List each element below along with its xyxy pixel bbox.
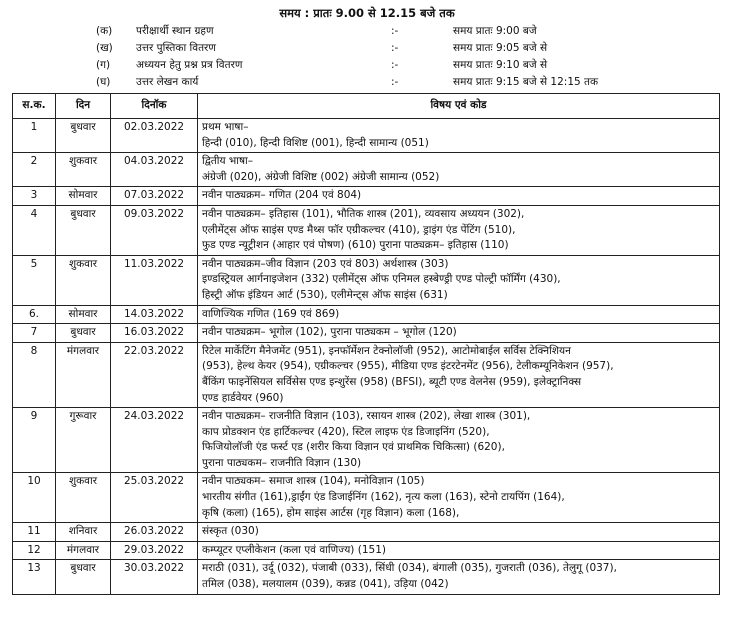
table-header-row <box>13 94 720 119</box>
row-subjects <box>198 153 720 187</box>
row-day: बुधवार <box>56 560 111 594</box>
table-row <box>13 342 720 407</box>
row-subjects <box>198 255 720 305</box>
header-sn: स.क. <box>13 94 56 119</box>
subject-line: प्रथम भाषा– <box>202 121 249 133</box>
row-sn: 5 <box>13 255 56 305</box>
row-sn: 3 <box>13 187 56 206</box>
row-subjects <box>198 205 720 255</box>
subject-line: तमिल (038), मलयालम (039), कन्नड (041), उड़िया (042) <box>202 578 449 591</box>
subject-line: भारतीय संगीत (161),ड्राईंग एंड डिजाईनिंग (162), नृत्य कला (163), स्टेनो टायपिंग (164), <box>202 491 565 504</box>
row-subjects <box>198 324 720 343</box>
schedule-code: (ग) <box>96 58 111 71</box>
table-row <box>13 560 720 594</box>
table-row <box>13 541 720 560</box>
table-row <box>13 523 720 542</box>
row-date: 30.03.2022 <box>111 560 198 594</box>
row-subjects <box>198 305 720 324</box>
header-subject: विषय एवं कोड <box>198 94 720 119</box>
row-sn: 9 <box>13 408 56 473</box>
row-day: मंगलवार <box>56 541 111 560</box>
row-date: 24.03.2022 <box>111 408 198 473</box>
row-sn: 8 <box>13 342 56 407</box>
row-day: बुधवार <box>56 119 111 153</box>
schedule-time: समय प्रातः 9:10 बजे से <box>453 58 548 71</box>
schedule-code: (घ) <box>96 75 111 88</box>
schedule-code: (क) <box>96 24 113 37</box>
row-sn: 13 <box>13 560 56 594</box>
subject-line: नवीन पाठ्यक्रम– भूगोल (102), पुराना पाठ्यकम – भूगोल (120) <box>202 326 457 339</box>
schedule-time: समय प्रातः 9:15 बजे से 12:15 तक <box>453 75 599 88</box>
subject-line: नवीन पाठ्यक्रम–जीव विज्ञान (203 एवं 803) अर्थशास्त्र (303) <box>202 257 449 270</box>
row-subjects <box>198 541 720 560</box>
subject-line: एण्ड हार्डवेयर (960) <box>202 391 284 404</box>
row-sn: 1 <box>13 119 56 153</box>
row-day: शनिवार <box>56 523 111 542</box>
exam-timetable <box>12 93 720 595</box>
subject-line: नवीन पाठ्यक्रम– राजनीति विज्ञान (103), रसायन शास्त्र (202), लेखा शास्त्र (301), <box>202 410 531 423</box>
row-day: सोमवार <box>56 305 111 324</box>
row-day: बुधवार <box>56 324 111 343</box>
row-day: शुकवार <box>56 153 111 187</box>
schedule-sep: :- <box>391 58 399 71</box>
schedule-sep: :- <box>391 41 399 54</box>
subject-line: संस्कृत (030) <box>202 525 259 538</box>
row-date: 11.03.2022 <box>111 255 198 305</box>
table-row <box>13 408 720 473</box>
subject-line: अंग्रेजी (020), अंग्रेजी विशिष्ट (002) अंग्रेजी सामान्य (052) <box>202 170 440 183</box>
subject-line: बैंकिंग फाइनेंसियल सर्विसेस एण्ड इन्शुरेंस (958) (BFSI), ब्यूटी एण्ड वेलनेस (959), इलेक्ट्रानिक्स <box>202 375 582 388</box>
schedule-item <box>96 56 693 73</box>
row-date: 22.03.2022 <box>111 342 198 407</box>
schedule-label: उत्तर लेखन कार्य <box>136 75 199 88</box>
subject-line: फुड एण्ड न्यूट्रीशन (आहार एवं पोषण) (610) पुराना पाठ्यक्रम– इतिहास (110) <box>202 239 509 252</box>
subject-line: पुराना पाठ्यकम– राजनीति विज्ञान (130) <box>202 456 362 469</box>
table-row <box>13 305 720 324</box>
row-date: 29.03.2022 <box>111 541 198 560</box>
schedule-label: परीक्षार्थी स्थान ग्रहण <box>136 24 214 37</box>
table-body <box>13 119 720 595</box>
subject-line: नवीन पाठ्यक्रम– गणित (204 एवं 804) <box>202 189 362 202</box>
subject-line: नवीन पाठ्यक्रम– इतिहास (101), भौतिक शास्त्र (201), व्यवसाय अध्ययन (302), <box>202 207 525 220</box>
schedule-sep: :- <box>391 24 399 37</box>
subject-line: हिस्ट्री ऑफ इंडियन आर्ट (530), एलीमेन्ट्स ऑफ साइंस (631) <box>202 288 448 301</box>
row-date: 25.03.2022 <box>111 473 198 523</box>
schedule-sep: :- <box>391 75 399 88</box>
header-day: दिन <box>56 94 111 119</box>
subject-line: कृषि (कला) (165), होम साइंस आर्टस (गृह विज्ञान) कला (168), <box>202 506 460 519</box>
schedule-item <box>96 73 693 90</box>
subject-line: नवीन पाठ्यकम– समाज शास्त्र (104), मनोविज्ञान (105) <box>202 475 425 488</box>
subject-line: द्वितीय भाषा– <box>202 155 254 168</box>
row-date: 26.03.2022 <box>111 523 198 542</box>
subject-line: एलीमेंट्स ऑफ साइंस एण्ड मैथ्स फॉर एग्रीकल्चर (410), ड्राइंग एंड पेंटिंग (510), <box>202 223 516 236</box>
row-date: 16.03.2022 <box>111 324 198 343</box>
row-day: मंगलवार <box>56 342 111 407</box>
row-day: गुरूवार <box>56 408 111 473</box>
row-subjects <box>198 187 720 206</box>
table-row <box>13 255 720 305</box>
row-day: बुधवार <box>56 205 111 255</box>
row-date: 14.03.2022 <box>111 305 198 324</box>
row-date: 04.03.2022 <box>111 153 198 187</box>
row-subjects <box>198 342 720 407</box>
row-day: सोमवार <box>56 187 111 206</box>
row-sn: 2 <box>13 153 56 187</box>
row-subjects <box>198 560 720 594</box>
subject-line: काप प्रोडक्शन एंड हार्टिकल्चर (420), स्टिल लाइफ एंड डिजाइनिंग (520), <box>202 425 490 438</box>
schedule-label: अध्ययन हेतु प्रश्न प्रत्र वितरण <box>136 58 243 71</box>
row-sn: 12 <box>13 541 56 560</box>
schedule-code: (ख) <box>96 41 113 54</box>
subject-line: रिटेल मार्केटिंग मैनेजमेंट (951), इनफॉर्मेशन टेक्नोलॉजी (952), आटोमोबाईल सर्विस टेक्निशियन <box>202 344 571 357</box>
schedule-time: समय प्रातः 9:00 बजे <box>453 24 537 37</box>
row-sn: 10 <box>13 473 56 523</box>
header-date: दिनॉक <box>111 94 198 119</box>
row-day: शुकवार <box>56 255 111 305</box>
subject-line: मराठी (031), उर्दू (032), पंजाबी (033), सिंधी (034), बंगाली (035), गुजराती (036), तेलुगू (037), <box>202 562 617 575</box>
subject-line: हिन्दी (010), हिन्दी विशिष्ट (001), हिन्दी सामान्य (051) <box>202 136 429 149</box>
schedule-label: उत्तर पुस्तिका वितरण <box>136 41 216 54</box>
schedule-list <box>96 22 693 90</box>
table-row <box>13 153 720 187</box>
row-date: 02.03.2022 <box>111 119 198 153</box>
schedule-item <box>96 39 693 56</box>
subject-line: फिजियोलॉजी एंड फर्स्ट एड (शरीर किया विज्ञान एवं प्राथमिक चिकित्सा) (620), <box>202 441 505 454</box>
row-sn: 6. <box>13 305 56 324</box>
row-sn: 11 <box>13 523 56 542</box>
row-subjects <box>198 523 720 542</box>
row-date: 07.03.2022 <box>111 187 198 206</box>
row-subjects <box>198 473 720 523</box>
row-subjects <box>198 119 720 153</box>
table-row <box>13 119 720 153</box>
table-row <box>13 324 720 343</box>
subject-line: इण्डस्ट्रियल आर्गनाइजेशन (332) एलीमेंट्स ऑफ एनिमल हस्बेण्ड्री एण्ड पोल्ट्री फॉर्मिंग (430), <box>202 273 561 286</box>
table-row <box>13 473 720 523</box>
row-sn: 4 <box>13 205 56 255</box>
schedule-item <box>96 22 693 39</box>
subject-line: कम्प्यूटर एप्लीकेशन (कला एवं वाणिज्य) (151) <box>202 543 386 556</box>
subject-line: वाणिज्यिक गणित (169 एवं 869) <box>202 307 340 320</box>
schedule-time: समय प्रातः 9:05 बजे से <box>453 41 548 54</box>
table-row <box>13 205 720 255</box>
row-sn: 7 <box>13 324 56 343</box>
row-date: 09.03.2022 <box>111 205 198 255</box>
table-row <box>13 187 720 206</box>
subject-line: (953), हेल्थ केयर (954), एग्रीकल्चर (955), मीडिया एण्ड इंटरटेनमेंट (956), टेलीकम्यूनिकेशन (957), <box>202 360 614 373</box>
row-day: शुकवार <box>56 473 111 523</box>
row-subjects <box>198 408 720 473</box>
exam-time-title: समय : प्रातः 9.00 से 12.15 बजे तक <box>279 6 455 20</box>
